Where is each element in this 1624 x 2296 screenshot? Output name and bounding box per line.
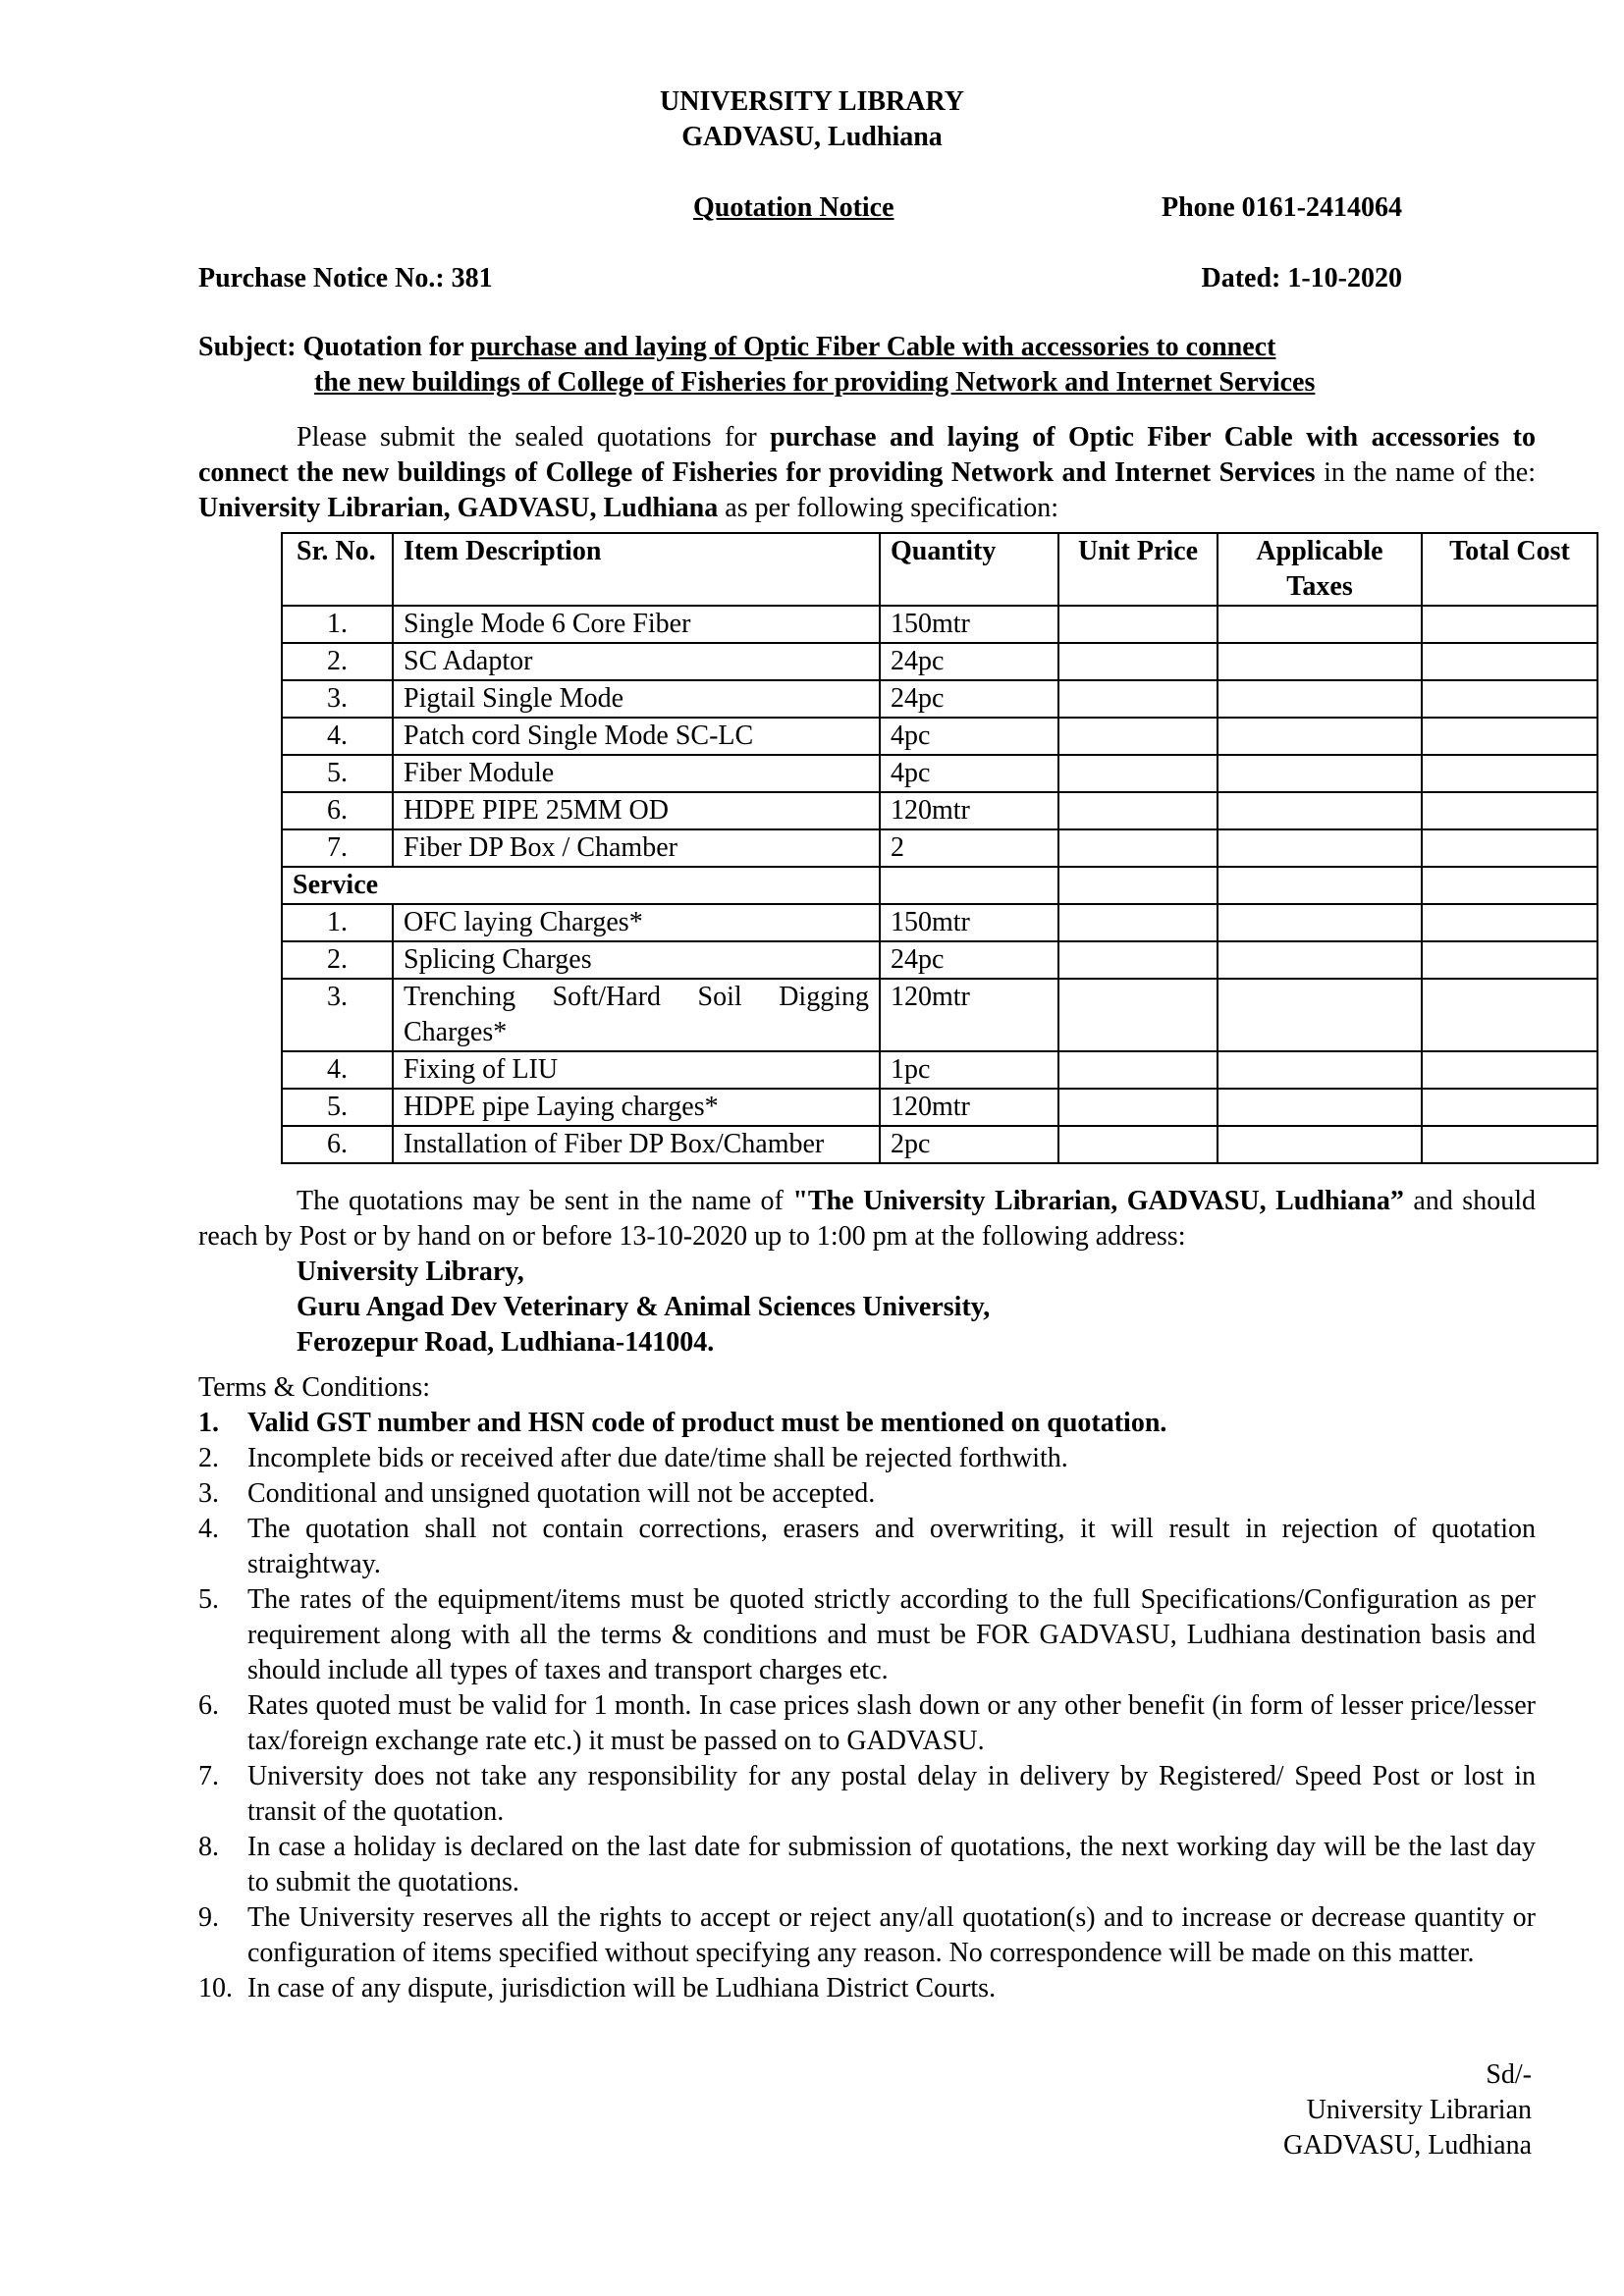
terms-item-text: University does not take any responsibility for any postal delay in delivery by Registered/ Speed Post or lost in transit of the quotation. (247, 1761, 1536, 1827)
header-total-cost: Total Cost (1422, 533, 1597, 606)
terms-item-text: In case of any dispute, jurisdiction will be Ludhiana District Courts. (247, 1973, 997, 2003)
service-total (1422, 1089, 1597, 1126)
service-unit-price (1058, 1126, 1218, 1163)
item-total (1422, 792, 1597, 829)
item-unit-price (1058, 606, 1218, 643)
terms-title: Terms & Conditions: (198, 1372, 431, 1403)
org-title: UNIVERSITY LIBRARY (660, 86, 964, 117)
terms-item (198, 1900, 1536, 1971)
service-description: Fixing of LIU (393, 1051, 880, 1089)
purchase-notice-number: Purchase Notice No.: 381 (198, 263, 493, 294)
submission-paragraph (198, 1184, 1536, 1255)
signature-sd: Sd/- (1486, 2059, 1532, 2090)
terms-item-number: 1. (198, 1408, 219, 1438)
intro-part3: in the name of the: (1315, 457, 1536, 488)
item-sr: 3. (282, 680, 393, 718)
service-sr: 6. (282, 1126, 393, 1163)
terms-item (198, 1688, 1536, 1759)
item-taxes (1218, 606, 1422, 643)
terms-item-text: The rates of the equipment/items must be quoted strictly according to the full Specifications/Configuration as per requirement along with all the terms & conditions and must be FOR GADVASU, Ludhiana destination basis and should include all types of taxes and transport charges etc. (247, 1584, 1536, 1685)
header-unit-price: Unit Price (1058, 533, 1218, 606)
header-applicable-taxes: Applicable Taxes (1218, 533, 1422, 606)
item-unit-price (1058, 829, 1218, 867)
subject-label: Subject: Quotation for (198, 332, 471, 362)
item-sr: 2. (282, 643, 393, 680)
service-unit-price (1058, 904, 1218, 941)
service-sr: 3. (282, 979, 393, 1051)
item-quantity: 24pc (880, 643, 1058, 680)
intro-paragraph (198, 420, 1536, 526)
service-total (1422, 1051, 1597, 1089)
item-description: SC Adaptor (393, 643, 880, 680)
item-sr: 7. (282, 829, 393, 867)
service-description: HDPE pipe Laying charges* (393, 1089, 880, 1126)
table-row (282, 643, 1597, 680)
terms-list (198, 1406, 1536, 2006)
service-description: OFC laying Charges* (393, 904, 880, 941)
terms-item (198, 1759, 1536, 1830)
terms-item-text: Rates quoted must be valid for 1 month. In case prices slash down or any other benefit (in form of lesser price/lesser tax/foreign exchange rate etc.) it must be passed on to GADVASU. (247, 1690, 1536, 1756)
item-description: HDPE PIPE 25MM OD (393, 792, 880, 829)
intro-part2: purchase and laying of Optic Fiber Cable with accessories to connect the new buildings of College of Fisheries for providing Network and Internet Services (198, 422, 1536, 488)
service-taxes (1218, 979, 1422, 1051)
terms-item (198, 1971, 1536, 2006)
item-total (1422, 829, 1597, 867)
item-quantity: 2 (880, 829, 1058, 867)
service-unit-price (1058, 941, 1218, 979)
service-section-empty-tax (1218, 867, 1422, 904)
table-row (282, 829, 1597, 867)
service-unit-price (1058, 979, 1218, 1051)
item-taxes (1218, 680, 1422, 718)
service-quantity: 1pc (880, 1051, 1058, 1089)
service-total (1422, 1126, 1597, 1163)
item-total (1422, 755, 1597, 792)
item-quantity: 120mtr (880, 792, 1058, 829)
specification-table (281, 532, 1598, 1164)
table-row (282, 1126, 1597, 1163)
terms-item-text: The University reserves all the rights to accept or reject any/all quotation(s) and to increase or decrease quantity or configuration of items specified without specifying any reason. No correspondence will be made on this matter. (247, 1902, 1536, 1968)
item-description: Single Mode 6 Core Fiber (393, 606, 880, 643)
item-description: Fiber DP Box / Chamber (393, 829, 880, 867)
terms-item-text: In case a holiday is declared on the last date for submission of quotations, the next working day will be the last day to submit the quotations. (247, 1832, 1536, 1897)
service-taxes (1218, 941, 1422, 979)
terms-item (198, 1406, 1536, 1441)
service-total (1422, 941, 1597, 979)
terms-item-number: 4. (198, 1514, 219, 1544)
service-quantity: 120mtr (880, 979, 1058, 1051)
service-sr: 5. (282, 1089, 393, 1126)
service-sr: 2. (282, 941, 393, 979)
header-quantity: Quantity (880, 533, 1058, 606)
terms-item (198, 1512, 1536, 1582)
item-sr: 6. (282, 792, 393, 829)
service-taxes (1218, 904, 1422, 941)
terms-item (198, 1830, 1536, 1900)
service-unit-price (1058, 1051, 1218, 1089)
terms-item-number: 10. (198, 1973, 233, 2003)
service-sr: 1. (282, 904, 393, 941)
table-row (282, 904, 1597, 941)
table-row (282, 680, 1597, 718)
header-sr-no: Sr. No. (282, 533, 393, 606)
item-quantity: 150mtr (880, 606, 1058, 643)
terms-item-number: 2. (198, 1443, 219, 1473)
item-description: Fiber Module (393, 755, 880, 792)
terms-item (198, 1582, 1536, 1688)
item-sr: 5. (282, 755, 393, 792)
service-taxes (1218, 1126, 1422, 1163)
org-subtitle: GADVASU, Ludhiana (681, 122, 943, 152)
signature-org: GADVASU, Ludhiana (1282, 2130, 1532, 2161)
item-taxes (1218, 643, 1422, 680)
service-description: Splicing Charges (393, 941, 880, 979)
item-quantity: 4pc (880, 718, 1058, 755)
item-unit-price (1058, 755, 1218, 792)
table-row (282, 941, 1597, 979)
table-row (282, 718, 1597, 755)
service-taxes (1218, 1089, 1422, 1126)
table-row (282, 792, 1597, 829)
submission-part2: "The University Librarian, GADVASU, Ludhiana” (792, 1186, 1404, 1216)
service-total (1422, 979, 1597, 1051)
service-taxes (1218, 1051, 1422, 1089)
terms-item-text: Incomplete bids or received after due date/time shall be rejected forthwith. (247, 1443, 1068, 1473)
intro-part4: University Librarian, GADVASU, Ludhiana (198, 493, 719, 523)
item-taxes (1218, 755, 1422, 792)
service-section-empty-total (1422, 867, 1597, 904)
item-unit-price (1058, 718, 1218, 755)
submission-part1: The quotations may be sent in the name of (297, 1186, 793, 1216)
terms-item-number: 6. (198, 1690, 219, 1721)
service-section-label: Service (282, 867, 880, 904)
item-total (1422, 643, 1597, 680)
service-quantity: 24pc (880, 941, 1058, 979)
table-row (282, 979, 1597, 1051)
service-unit-price (1058, 1089, 1218, 1126)
item-total (1422, 680, 1597, 718)
item-taxes (1218, 718, 1422, 755)
submission-part3: and should reach by Post or by hand on or before 13-10-2020 up to 1:00 pm at the following address: (198, 1186, 1536, 1252)
service-sr: 4. (282, 1051, 393, 1089)
item-sr: 1. (282, 606, 393, 643)
item-sr: 4. (282, 718, 393, 755)
item-quantity: 24pc (880, 680, 1058, 718)
terms-item-text: Valid GST number and HSN code of product must be mentioned on quotation. (247, 1408, 1167, 1438)
item-description: Patch cord Single Mode SC-LC (393, 718, 880, 755)
intro-part5: as per following specification: (718, 493, 1059, 523)
service-description: Installation of Fiber DP Box/Chamber (393, 1126, 880, 1163)
service-section-row (282, 867, 1597, 904)
intro-part1: Please submit the sealed quotations for (297, 422, 771, 453)
notice-date: Dated: 1-10-2020 (1201, 263, 1402, 294)
service-section-empty-qty (880, 867, 1058, 904)
item-taxes (1218, 792, 1422, 829)
service-total (1422, 904, 1597, 941)
service-section-empty-unit (1058, 867, 1218, 904)
terms-item-text: Conditional and unsigned quotation will not be accepted. (247, 1478, 876, 1509)
item-unit-price (1058, 680, 1218, 718)
terms-item-number: 3. (198, 1478, 219, 1509)
service-description: Trenching Soft/Hard Soil Digging Charges* (393, 979, 880, 1051)
signature-title: University Librarian (1306, 2095, 1532, 2125)
item-unit-price (1058, 643, 1218, 680)
phone-number: Phone 0161-2414064 (1162, 192, 1402, 223)
table-row (282, 1051, 1597, 1089)
service-quantity: 2pc (880, 1126, 1058, 1163)
notice-type: Quotation Notice (693, 192, 894, 223)
address-line-1: University Library, (297, 1256, 524, 1287)
subject-line (198, 330, 1275, 365)
subject-text-2: the new buildings of College of Fisheries for providing Network and Internet Services (314, 367, 1316, 398)
item-description: Pigtail Single Mode (393, 680, 880, 718)
item-taxes (1218, 829, 1422, 867)
address-line-3: Ferozepur Road, Ludhiana-141004. (297, 1327, 715, 1358)
service-quantity: 120mtr (880, 1089, 1058, 1126)
terms-item-number: 7. (198, 1761, 219, 1791)
table-row (282, 755, 1597, 792)
terms-item-text: The quotation shall not contain corrections, erasers and overwriting, it will result in rejection of quotation straightway. (247, 1514, 1536, 1579)
terms-item-number: 5. (198, 1584, 219, 1615)
address-line-2: Guru Angad Dev Veterinary & Animal Sciences University, (297, 1292, 991, 1322)
header-item-description: Item Description (393, 533, 880, 606)
subject-text-1: purchase and laying of Optic Fiber Cable with accessories to connect (470, 332, 1276, 362)
table-row (282, 1089, 1597, 1126)
terms-item-number: 8. (198, 1832, 219, 1862)
table-header-row (282, 533, 1597, 606)
item-total (1422, 606, 1597, 643)
item-total (1422, 718, 1597, 755)
item-unit-price (1058, 792, 1218, 829)
terms-item (198, 1441, 1536, 1476)
terms-item (198, 1476, 1536, 1512)
item-quantity: 4pc (880, 755, 1058, 792)
table-row (282, 606, 1597, 643)
service-quantity: 150mtr (880, 904, 1058, 941)
terms-item-number: 9. (198, 1902, 219, 1933)
